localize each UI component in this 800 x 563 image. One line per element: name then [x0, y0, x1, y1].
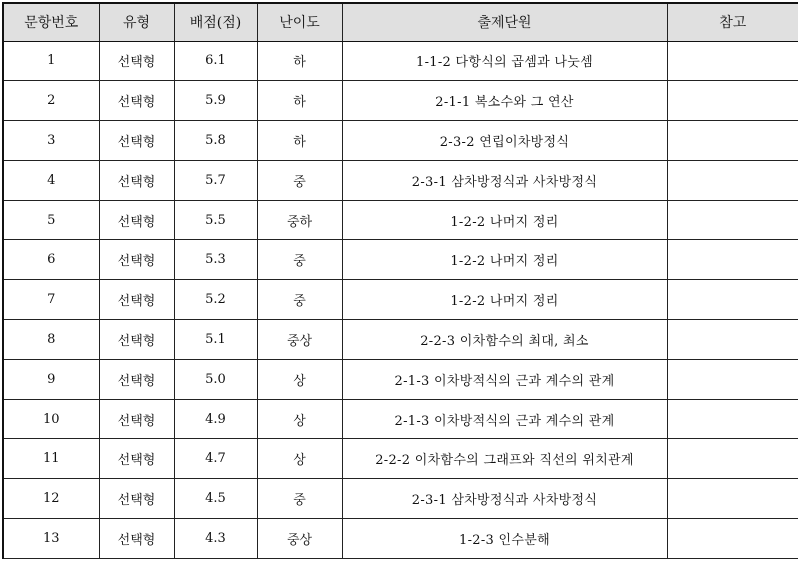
- table-row: [3, 41, 798, 81]
- table-row: [3, 121, 798, 161]
- cell-points: 5.0: [174, 359, 257, 399]
- cell-type: 선택형: [99, 240, 174, 280]
- header-difficulty: 난이도: [257, 3, 342, 41]
- cell-points: 5.9: [174, 81, 257, 121]
- cell-unit: 1-1-2 다항식의 곱셈과 나눗셈: [342, 41, 667, 81]
- table-row: [3, 200, 798, 240]
- cell-difficulty: 중: [257, 280, 342, 320]
- cell-unit: 2-1-3 이차방적식의 근과 계수의 관계: [342, 359, 667, 399]
- cell-points: 5.8: [174, 121, 257, 161]
- cell-number: 9: [3, 359, 99, 399]
- table-row: [3, 519, 798, 559]
- cell-difficulty: 중하: [257, 200, 342, 240]
- cell-number: 3: [3, 121, 99, 161]
- table-row: [3, 160, 798, 200]
- table-row: [3, 359, 798, 399]
- table-row: [3, 81, 798, 121]
- cell-type: 선택형: [99, 81, 174, 121]
- cell-points: 4.7: [174, 439, 257, 479]
- cell-points: 6.1: [174, 41, 257, 81]
- table-row: [3, 240, 798, 280]
- cell-type: 선택형: [99, 160, 174, 200]
- cell-type: 선택형: [99, 519, 174, 559]
- cell-note: [667, 41, 798, 81]
- cell-note: [667, 81, 798, 121]
- cell-number: 12: [3, 479, 99, 519]
- cell-unit: 1-2-2 나머지 정리: [342, 240, 667, 280]
- cell-unit: 2-1-1 복소수와 그 연산: [342, 81, 667, 121]
- table-row: [3, 399, 798, 439]
- cell-note: [667, 519, 798, 559]
- cell-difficulty: 상: [257, 439, 342, 479]
- cell-number: 4: [3, 160, 99, 200]
- cell-unit: 2-3-1 삼차방정식과 사차방정식: [342, 160, 667, 200]
- table-row: [3, 280, 798, 320]
- cell-difficulty: 중: [257, 160, 342, 200]
- cell-note: [667, 439, 798, 479]
- cell-note: [667, 479, 798, 519]
- cell-number: 5: [3, 200, 99, 240]
- cell-note: [667, 359, 798, 399]
- header-row: [3, 3, 798, 41]
- cell-type: 선택형: [99, 41, 174, 81]
- cell-note: [667, 200, 798, 240]
- cell-unit: 2-2-2 이차함수의 그래프와 직선의 위치관계: [342, 439, 667, 479]
- cell-type: 선택형: [99, 280, 174, 320]
- cell-type: 선택형: [99, 320, 174, 360]
- cell-difficulty: 중: [257, 240, 342, 280]
- cell-points: 5.1: [174, 320, 257, 360]
- cell-unit: 1-2-3 인수분해: [342, 519, 667, 559]
- cell-number: 10: [3, 399, 99, 439]
- cell-note: [667, 280, 798, 320]
- cell-number: 2: [3, 81, 99, 121]
- cell-note: [667, 320, 798, 360]
- cell-note: [667, 160, 798, 200]
- cell-points: 4.9: [174, 399, 257, 439]
- table-row: [3, 439, 798, 479]
- cell-unit: 1-2-2 나머지 정리: [342, 200, 667, 240]
- cell-note: [667, 399, 798, 439]
- cell-difficulty: 중상: [257, 519, 342, 559]
- header-unit: 출제단원: [342, 3, 667, 41]
- cell-difficulty: 중상: [257, 320, 342, 360]
- cell-number: 6: [3, 240, 99, 280]
- cell-difficulty: 상: [257, 359, 342, 399]
- cell-type: 선택형: [99, 399, 174, 439]
- cell-note: [667, 240, 798, 280]
- header-number: 문항번호: [3, 3, 99, 41]
- cell-difficulty: 중: [257, 479, 342, 519]
- cell-points: 4.3: [174, 519, 257, 559]
- cell-difficulty: 상: [257, 399, 342, 439]
- cell-points: 5.2: [174, 280, 257, 320]
- exam-spec-sheet: [2, 2, 798, 563]
- table-row: [3, 479, 798, 519]
- cell-points: 5.5: [174, 200, 257, 240]
- cell-note: [667, 121, 798, 161]
- header-type: 유형: [99, 3, 174, 41]
- exam-spec-table: [2, 2, 798, 559]
- cell-unit: 2-3-1 삼차방정식과 사차방정식: [342, 479, 667, 519]
- cell-number: 13: [3, 519, 99, 559]
- cell-points: 5.7: [174, 160, 257, 200]
- cell-difficulty: 하: [257, 81, 342, 121]
- table-row: [3, 320, 798, 360]
- cell-type: 선택형: [99, 439, 174, 479]
- cell-points: 4.5: [174, 479, 257, 519]
- cell-number: 1: [3, 41, 99, 81]
- header-points: 배점(점): [174, 3, 257, 41]
- cell-type: 선택형: [99, 200, 174, 240]
- cell-difficulty: 하: [257, 41, 342, 81]
- cell-points: 5.3: [174, 240, 257, 280]
- cell-number: 8: [3, 320, 99, 360]
- cell-unit: 2-1-3 이차방적식의 근과 계수의 관계: [342, 399, 667, 439]
- header-note: 참고: [667, 3, 798, 41]
- cell-unit: 1-2-2 나머지 정리: [342, 280, 667, 320]
- cell-type: 선택형: [99, 121, 174, 161]
- cell-unit: 2-3-2 연립이차방정식: [342, 121, 667, 161]
- cell-unit: 2-2-3 이차함수의 최대, 최소: [342, 320, 667, 360]
- cell-number: 7: [3, 280, 99, 320]
- cell-number: 11: [3, 439, 99, 479]
- cell-type: 선택형: [99, 359, 174, 399]
- cell-difficulty: 하: [257, 121, 342, 161]
- cell-type: 선택형: [99, 479, 174, 519]
